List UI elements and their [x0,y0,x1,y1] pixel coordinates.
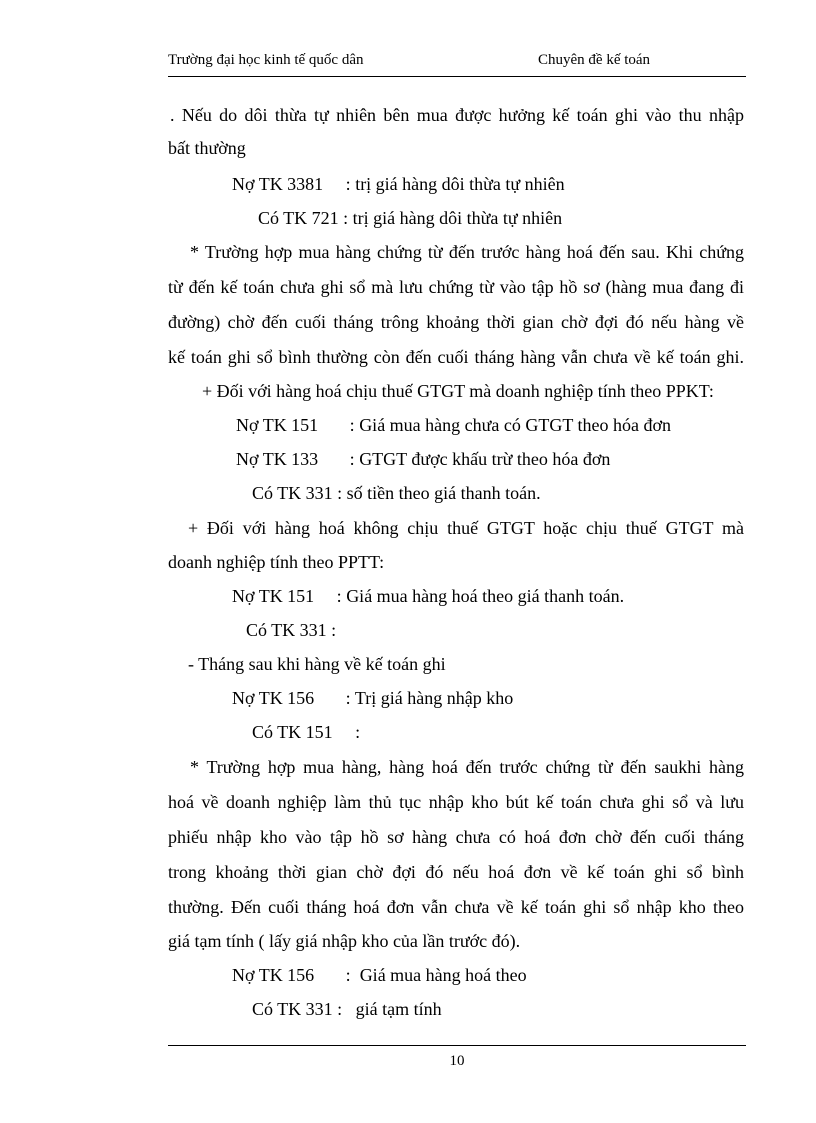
page-number: 10 [449,1053,465,1069]
entry-credit-331-c: Có TK 331 : giá tạm tính [252,999,442,1019]
entry-debit-156-b: Nợ TK 156 : Giá mua hàng hoá theo [232,965,527,985]
body-line-22: phiếu nhập kho vào tập hồ sơ hàng chưa có hoá đơn chờ đến cuối tháng [168,827,744,847]
body-line-2: bất thường [168,138,246,158]
footer-divider [168,1045,746,1046]
body-line-21: hoá về doanh nghiệp làm thủ tục nhập kho bút kế toán chưa ghi sổ và lưu [168,792,744,812]
body-line-17: - Tháng sau khi hàng về kế toán ghi [188,654,446,674]
body-line-24: thường. Đến cuối tháng hoá đơn vẫn chưa về kế toán ghi sổ nhập kho theo [168,897,744,917]
entry-credit-151: Có TK 151 : [252,722,361,742]
header-topic: Chuyên đề kế toán [538,52,651,68]
body-line-20: * Trường hợp mua hàng, hàng hoá đến trước chứng từ đến saukhi hàng [190,757,744,777]
body-line-5: * Trường hợp mua hàng chứng từ đến trước hàng hoá đến sau. Khi chứng [190,242,744,262]
body-line-7: đường) chờ đến cuối tháng trông khoảng thời gian chờ đợi đó nếu hàng về [168,312,744,332]
entry-credit-721: Có TK 721 : trị giá hàng dôi thừa tự nhiên [258,208,563,228]
body-line-14: doanh nghiệp tính theo PPTT: [168,552,385,572]
entry-credit-331: Có TK 331 : số tiền theo giá thanh toán. [252,483,541,503]
body-line-9: + Đối với hàng hoá chịu thuế GTGT mà doanh nghiệp tính theo PPKT: [202,381,714,401]
body-line-23: trong khoảng thời gian chờ đợi đó nếu hoá đơn về kế toán ghi sổ bình [168,862,744,882]
body-line-6: từ đến kế toán chưa ghi sổ mà lưu chứng từ vào tập hồ sơ (hàng mua đang đi [168,277,744,297]
entry-debit-151: Nợ TK 151 : Giá mua hàng chưa có GTGT theo hóa đơn [236,415,672,435]
entry-debit-156: Nợ TK 156 : Trị giá hàng nhập kho [232,688,514,708]
header-school-name: Trường đại học kinh tế quốc dân [168,52,364,68]
body-line-25: giá tạm tính ( lấy giá nhập kho của lần trước đó). [168,931,521,951]
entry-debit-151-b: Nợ TK 151 : Giá mua hàng hoá theo giá thanh toán. [232,586,625,606]
body-line-8: kế toán ghi sổ bình thường còn đến cuối tháng hàng vẫn chưa về kế toán ghi. [168,347,744,367]
entry-debit-133: Nợ TK 133 : GTGT được khấu trừ theo hóa đơn [236,449,611,469]
entry-credit-331-b: Có TK 331 : [246,620,337,640]
body-line-1: . Nếu do dôi thừa tự nhiên bên mua được hưởng kế toán ghi vào thu nhập [170,105,744,125]
page-header [168,52,746,77]
body-line-13: + Đối với hàng hoá không chịu thuế GTGT hoặc chịu thuế GTGT mà [188,518,744,538]
entry-debit-3381: Nợ TK 3381 : trị giá hàng dôi thừa tự nhiên [232,174,565,194]
